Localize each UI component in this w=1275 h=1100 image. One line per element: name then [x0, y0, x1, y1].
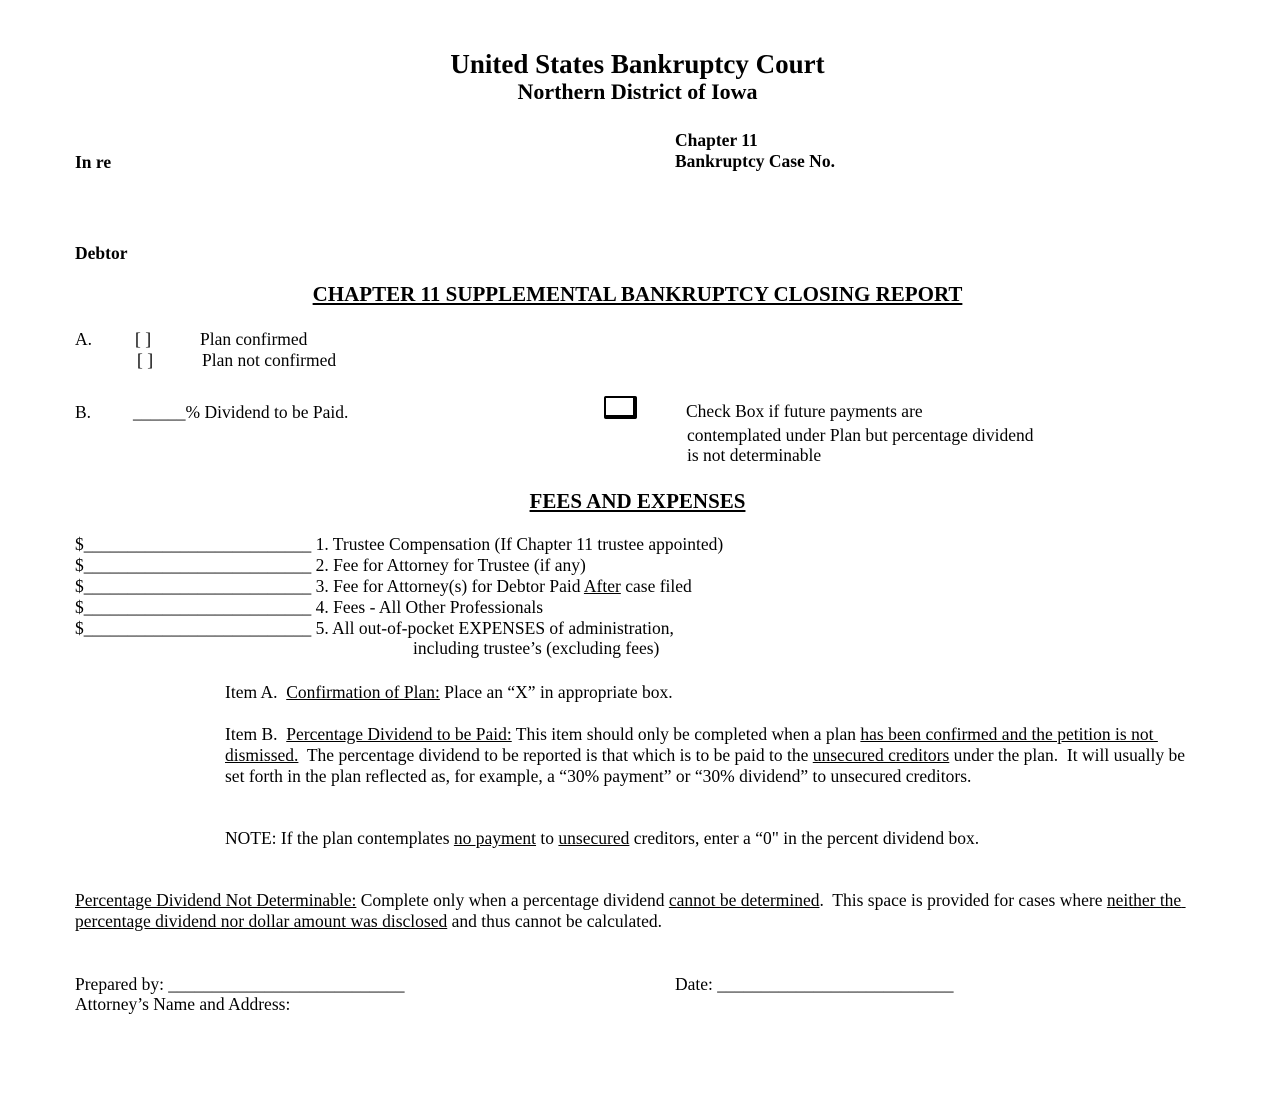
item-b-text-2: The percentage dividend to be reported is that which is to be paid to the [298, 745, 813, 765]
chapter-label: Chapter 11 [675, 130, 758, 150]
fee-label: 1. Trustee Compensation (If Chapter 11 trustee appointed) [315, 534, 724, 554]
nd-text-1: Complete only when a percentage dividend [356, 890, 669, 910]
instruction-note [225, 828, 1200, 849]
court-district: Northern District of Iowa [517, 79, 758, 104]
fee-expenses-continuation: including trustee’s (excluding fees) [413, 638, 660, 658]
nd-emphasis-1: cannot be determined [668, 890, 820, 910]
future-payments-checkbox[interactable] [604, 396, 637, 419]
nd-text-2: . This space is provided for cases where [819, 890, 1107, 910]
fee-label: 5. All out-of-pocket EXPENSES of administration, [315, 618, 674, 638]
item-b-emphasis-2: unsecured creditors [812, 745, 950, 765]
not-determinable-paragraph [75, 890, 1200, 932]
item-a-text: Place an “X” in appropriate box. [439, 682, 673, 702]
fee-label: 2. Fee for Attorney for Trustee (if any) [315, 555, 586, 575]
fee-label: 3. Fee for Attorney(s) for Debtor Paid [315, 576, 584, 596]
report-title: CHAPTER 11 SUPPLEMENTAL BANKRUPTCY CLOSING REPORT [312, 282, 963, 306]
fee-label-suffix: case filed [620, 576, 692, 596]
nd-text-3: and thus cannot be calculated. [447, 911, 663, 931]
item-a-prefix: Item A. [225, 682, 287, 702]
fee-blank[interactable]: $__________________________ [75, 618, 312, 638]
fee-blank[interactable]: $__________________________ [75, 576, 312, 596]
fee-label-emphasis: After [583, 576, 621, 596]
plan-confirmed-box[interactable]: [ ] [135, 329, 152, 349]
fee-row-other-professionals [75, 597, 543, 618]
case-number-label: Bankruptcy Case No. [675, 151, 835, 171]
fee-blank[interactable]: $__________________________ [75, 597, 312, 617]
attorney-name-address-label: Attorney’s Name and Address: [75, 994, 291, 1014]
in-re-label: In re [75, 152, 112, 172]
fee-row-trustee [75, 534, 723, 555]
fee-label: 4. Fees - All Other Professionals [315, 597, 544, 617]
checkbox-text-line-3: is not determinable [687, 445, 822, 465]
note-text-1: NOTE: If the plan contemplates [225, 828, 454, 848]
item-b-text-3: under the plan. It will usually be set forth in the plan reflected as, for example, a “30% payment” or “30% dividend” to unsecured creditors. [225, 745, 1190, 786]
item-a-heading: Confirmation of Plan: [286, 682, 440, 702]
plan-not-confirmed-label: Plan not confirmed [202, 350, 337, 370]
checkbox-text-line-1: Check Box if future payments are [686, 401, 923, 421]
court-title: United States Bankruptcy Court [450, 49, 825, 79]
section-a-label: A. [75, 329, 93, 349]
instruction-item-b [225, 724, 1200, 787]
note-emphasis-1: no payment [453, 828, 537, 848]
section-b-label: B. [75, 402, 92, 422]
fee-blank[interactable]: $__________________________ [75, 534, 312, 554]
fees-title: FEES AND EXPENSES [529, 489, 746, 513]
note-text-3: creditors, enter a “0" in the percent dividend box. [629, 828, 980, 848]
note-emphasis-2: unsecured [558, 828, 630, 848]
item-b-text-1: This item should only be completed when a plan [511, 724, 861, 744]
note-text-2: to [536, 828, 559, 848]
plan-confirmed-label: Plan confirmed [200, 329, 308, 349]
item-b-emphasis-1: has been confirmed and the petition is not dismissed. [225, 724, 1158, 765]
checkbox-text-line-2: contemplated under Plan but percentage dividend [687, 425, 1034, 445]
dividend-field[interactable]: ______% Dividend to be Paid. [133, 402, 349, 422]
fee-row-expenses [75, 618, 674, 639]
not-determinable-heading: Percentage Dividend Not Determinable: [75, 890, 357, 910]
item-b-heading: Percentage Dividend to be Paid: [286, 724, 512, 744]
fee-row-attorney-debtor [75, 576, 692, 597]
item-b-prefix: Item B. [225, 724, 287, 744]
debtor-label: Debtor [75, 243, 128, 263]
nd-emphasis-2: neither the percentage dividend nor dollar amount was disclosed [75, 890, 1186, 931]
plan-not-confirmed-box[interactable]: [ ] [137, 350, 154, 370]
instruction-item-a [225, 682, 673, 703]
date-field[interactable]: Date: ___________________________ [675, 974, 954, 994]
prepared-by-field[interactable]: Prepared by: ___________________________ [75, 974, 405, 994]
fee-blank[interactable]: $__________________________ [75, 555, 312, 575]
fee-row-attorney-trustee [75, 555, 586, 576]
